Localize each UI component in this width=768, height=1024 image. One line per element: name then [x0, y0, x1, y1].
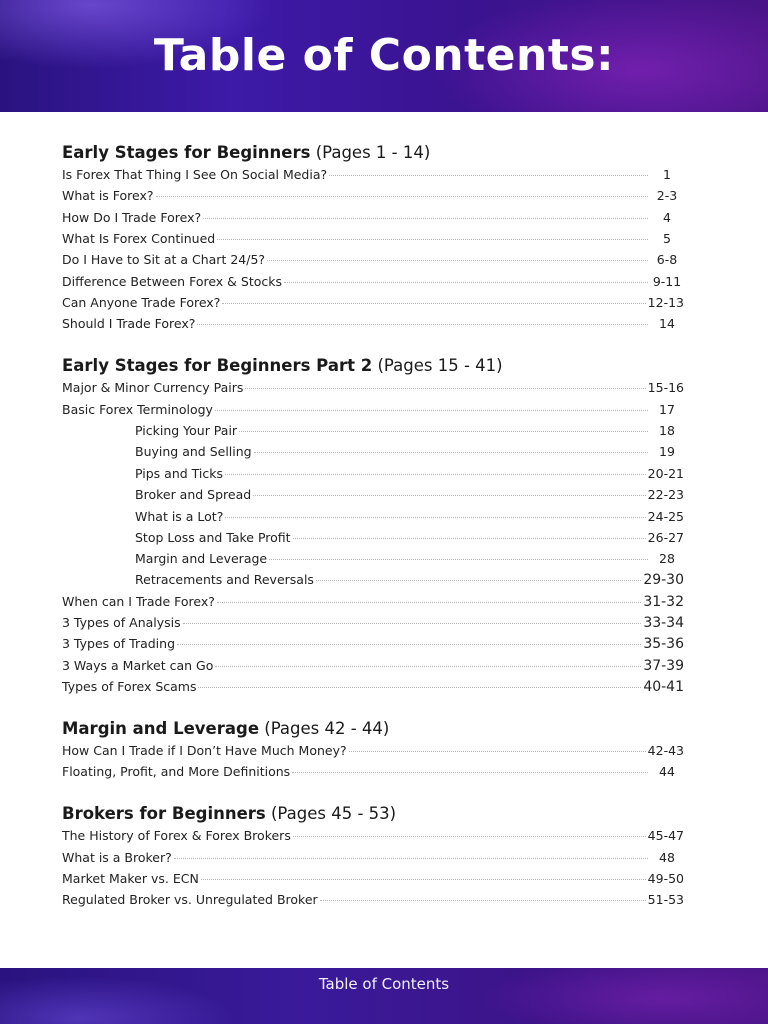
- entry-page-number: 14: [659, 316, 675, 331]
- toc-subentry[interactable]: [62, 550, 684, 568]
- toc-subentry[interactable]: [62, 508, 684, 526]
- dot-leader: [174, 858, 648, 859]
- dot-leader: [222, 303, 645, 304]
- section-heading: [62, 804, 396, 824]
- entry-label: How Can I Trade if I Don’t Have Much Money?: [62, 743, 347, 758]
- entry-label: 3 Types of Trading: [62, 636, 176, 651]
- section-page-range: (Pages 45 - 53): [271, 804, 397, 823]
- entry-page-number: 17: [659, 402, 675, 417]
- dot-leader: [245, 388, 645, 389]
- entry-page-number: 19: [659, 444, 675, 459]
- dot-leader: [292, 772, 648, 773]
- dot-leader: [215, 410, 648, 411]
- entry-label: Regulated Broker vs. Unregulated Broker: [62, 892, 318, 907]
- toc-entry[interactable]: [62, 870, 684, 888]
- entry-label: 3 Ways a Market can Go: [62, 658, 214, 673]
- entry-label: When can I Trade Forex?: [62, 594, 215, 609]
- toc-entry[interactable]: [62, 593, 684, 611]
- toc-subentry[interactable]: [62, 529, 684, 547]
- toc-entry[interactable]: [62, 379, 684, 397]
- dot-leader: [156, 196, 648, 197]
- entry-page-number: 40-41: [643, 679, 684, 695]
- section-title: Early Stages for Beginners Part 2: [62, 356, 373, 375]
- entry-label: Difference Between Forex & Stocks: [62, 274, 283, 289]
- entry-label: Types of Forex Scams: [62, 679, 197, 694]
- toc-entry[interactable]: [62, 273, 684, 291]
- section-page-range: (Pages 15 - 41): [377, 356, 503, 375]
- toc-subentry[interactable]: [62, 571, 684, 589]
- entry-page-number: 5: [663, 231, 671, 246]
- toc-subentry[interactable]: [62, 422, 684, 440]
- entry-page-number: 44: [659, 764, 675, 779]
- entry-label: Broker and Spread: [135, 487, 252, 502]
- dot-leader: [269, 559, 648, 560]
- entry-page-number: 33-34: [643, 615, 684, 631]
- entry-page-number: 9-11: [652, 274, 682, 289]
- entry-page-number: 29-30: [643, 572, 684, 588]
- entry-page-number: 28: [659, 551, 675, 566]
- dot-leader: [225, 474, 646, 475]
- entry-page-number: 26-27: [647, 530, 684, 545]
- dot-leader: [320, 900, 646, 901]
- section-title: Brokers for Beginners: [62, 804, 266, 823]
- section-title: Margin and Leverage: [62, 719, 260, 738]
- dot-leader: [201, 879, 646, 880]
- entry-label: Market Maker vs. ECN: [62, 871, 199, 886]
- dot-leader: [198, 687, 641, 688]
- toc-entry[interactable]: [62, 187, 684, 205]
- section-page-range: (Pages 1 - 14): [315, 143, 431, 162]
- entry-label: What is Forex?: [62, 188, 154, 203]
- entry-page-number: 4: [663, 210, 671, 225]
- dot-leader: [197, 324, 648, 325]
- dot-leader: [293, 538, 646, 539]
- toc-entry[interactable]: [62, 827, 684, 845]
- toc-entry[interactable]: [62, 657, 684, 675]
- footer-label: Table of Contents: [318, 975, 450, 993]
- toc-entry[interactable]: [62, 294, 684, 312]
- entry-label: How Do I Trade Forex?: [62, 210, 202, 225]
- dot-leader: [183, 623, 642, 624]
- entry-label: Is Forex That Thing I See On Social Media?: [62, 167, 328, 182]
- header-banner: [0, 0, 768, 112]
- entry-label: Basic Forex Terminology: [62, 402, 213, 417]
- entry-page-number: 35-36: [643, 636, 684, 652]
- page-title: Table of Contents:: [153, 29, 615, 81]
- dot-leader: [215, 666, 641, 667]
- dot-leader: [217, 239, 648, 240]
- dot-leader: [253, 495, 645, 496]
- entry-page-number: 51-53: [647, 892, 684, 907]
- section-title: Early Stages for Beginners: [62, 143, 311, 162]
- toc-entry[interactable]: [62, 742, 684, 760]
- dot-leader: [329, 175, 648, 176]
- entry-page-number: 24-25: [647, 509, 684, 524]
- toc-entry[interactable]: [62, 635, 684, 653]
- entry-label: What Is Forex Continued: [62, 231, 216, 246]
- dot-leader: [349, 751, 646, 752]
- entry-page-number: 2-3: [656, 188, 678, 203]
- entry-page-number: 22-23: [647, 487, 684, 502]
- entry-page-number: 12-13: [647, 295, 684, 310]
- entry-label: Retracements and Reversals: [135, 572, 314, 587]
- entry-label: What is a Lot?: [135, 509, 224, 524]
- entry-label: Pips and Ticks: [135, 466, 223, 481]
- entry-label: 3 Types of Analysis: [62, 615, 181, 630]
- dot-leader: [239, 431, 648, 432]
- entry-page-number: 42-43: [647, 743, 684, 758]
- footer-banner: [0, 968, 768, 1024]
- toc-subentry[interactable]: [62, 443, 684, 461]
- entry-label: Buying and Selling: [135, 444, 252, 459]
- dot-leader: [267, 260, 648, 261]
- entry-page-number: 37-39: [643, 658, 684, 674]
- dot-leader: [293, 836, 646, 837]
- entry-page-number: 18: [659, 423, 675, 438]
- dot-leader: [316, 580, 641, 581]
- entry-label: Major & Minor Currency Pairs: [62, 380, 244, 395]
- toc-entry[interactable]: [62, 849, 684, 867]
- entry-page-number: 45-47: [647, 828, 684, 843]
- entry-page-number: 31-32: [643, 594, 684, 610]
- toc-entry[interactable]: [62, 166, 684, 184]
- entry-label: Margin and Leverage: [135, 551, 268, 566]
- entry-page-number: 20-21: [647, 466, 684, 481]
- toc-subentry[interactable]: [62, 486, 684, 504]
- toc-entry[interactable]: [62, 763, 684, 781]
- dot-leader: [225, 517, 645, 518]
- entry-page-number: 15-16: [647, 380, 684, 395]
- toc-entry[interactable]: [62, 401, 684, 419]
- toc-entry[interactable]: [62, 230, 684, 248]
- entry-page-number: 1: [663, 167, 671, 182]
- dot-leader: [217, 602, 641, 603]
- entry-page-number: 49-50: [647, 871, 684, 886]
- toc-entry[interactable]: [62, 209, 684, 227]
- dot-leader: [284, 282, 648, 283]
- toc-entry[interactable]: [62, 678, 684, 696]
- dot-leader: [177, 644, 641, 645]
- toc-subentry[interactable]: [62, 465, 684, 483]
- entry-page-number: 6-8: [656, 252, 678, 267]
- toc-entry[interactable]: [62, 614, 684, 632]
- toc-entry[interactable]: [62, 315, 684, 333]
- section-heading: [62, 719, 389, 739]
- entry-label: Picking Your Pair: [135, 423, 238, 438]
- section-page-range: (Pages 42 - 44): [264, 719, 390, 738]
- entry-label: Stop Loss and Take Profit: [135, 530, 291, 545]
- entry-label: Do I Have to Sit at a Chart 24/5?: [62, 252, 266, 267]
- entry-label: Should I Trade Forex?: [62, 316, 196, 331]
- toc-entry[interactable]: [62, 251, 684, 269]
- dot-leader: [203, 218, 648, 219]
- section-heading: [62, 143, 430, 163]
- toc-entry[interactable]: [62, 891, 684, 909]
- entry-label: Can Anyone Trade Forex?: [62, 295, 221, 310]
- entry-label: What is a Broker?: [62, 850, 172, 865]
- dot-leader: [254, 452, 648, 453]
- entry-label: Floating, Profit, and More Definitions: [62, 764, 291, 779]
- entry-label: The History of Forex & Forex Brokers: [62, 828, 291, 843]
- section-heading: [62, 356, 503, 376]
- entry-page-number: 48: [659, 850, 675, 865]
